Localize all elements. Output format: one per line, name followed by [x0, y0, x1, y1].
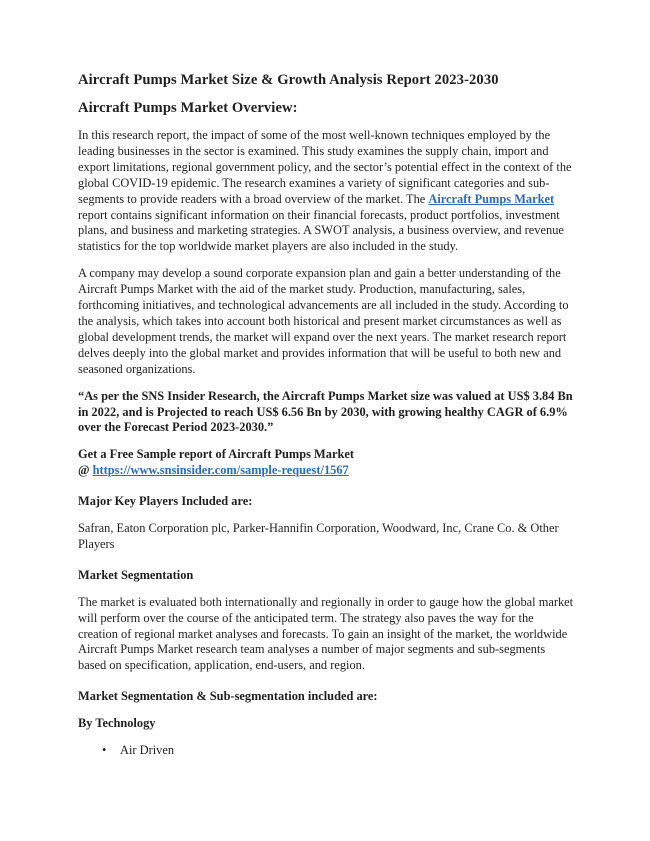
- intro-text-after-link: report contains significant information on their financial forecasts, product portfolios, investment plans, and business and marketing strategies. A SWOT analysis, a business overview, and revenue statistics for the top worldwide market players are also included in the study.: [78, 207, 564, 254]
- list-item-label: Air Driven: [120, 743, 175, 758]
- expansion-paragraph: A company may develop a sound corporate expansion plan and gain a better understanding of the Aircraft Pumps Market with the aid of the market study. Production, manufacturing, sales, forthcoming initiatives, and technological advancements are all included in the study. According to the analysis, which takes into account both historical and present market circumstances as well as global development trends, the market will expand over the next years. The market research report delves deeply into the global market and provides information that will be useful to both new and seasoned organizations.: [78, 266, 569, 376]
- page-title: Aircraft Pumps Market Size & Growth Analysis Report 2023-2030: [78, 72, 499, 88]
- sample-request-link[interactable]: https://www.snsinsider.com/sample-request/1567: [92, 463, 349, 478]
- market-size-quote: “As per the SNS Insider Research, the Aircraft Pumps Market size was valued at US$ 3.84 Bn in 2022, and is Projected to reach US$ 6.56 Bn by 2030, with growing healthy CAGR of 6.9% over the Forecast Period 2023-2030.”: [78, 388, 573, 435]
- sample-request-paragraph: [78, 447, 574, 479]
- list-item: [78, 743, 574, 759]
- overview-heading: Aircraft Pumps Market Overview:: [78, 100, 298, 116]
- at-symbol: @: [78, 463, 93, 478]
- by-technology-heading: By Technology: [78, 716, 156, 731]
- intro-paragraph: [78, 128, 574, 255]
- intro-text-before-link: In this research report, the impact of some of the most well-known techniques employed by the leading businesses in the sector is examined. This study examines the supply chain, import and export limitations, regional government policy, and the sector’s potential effect in the context of the global COVID-19 epidemic. The research examines a variety of significant categories and sub-segments to provide readers with a broad overview of the market. The: [78, 128, 572, 206]
- key-players-heading: Major Key Players Included are:: [78, 494, 253, 509]
- bullet-icon: •: [102, 743, 107, 758]
- segmentation-heading: Market Segmentation: [78, 567, 194, 582]
- technology-bullet-list: [78, 743, 574, 759]
- sample-request-label: Get a Free Sample report of Aircraft Pumps Market: [78, 447, 354, 462]
- segmentation-paragraph: The market is evaluated both internationally and regionally in order to gauge how the global market will perform over the course of the anticipated term. The strategy also paves the way for the creation of regional market analyses and forecasts. To gain an insight of the market, the worldwide Aircraft Pumps Market research team analyses a number of major segments and sub-segments based on specification, application, end-users, and region.: [78, 594, 574, 673]
- key-players-list: Safran, Eaton Corporation plc, Parker-Hannifin Corporation, Woodward, Inc, Crane Co. & Other Players: [78, 521, 559, 551]
- sub-segmentation-heading: Market Segmentation & Sub-segmentation included are:: [78, 689, 378, 704]
- aircraft-pumps-market-link[interactable]: Aircraft Pumps Market: [428, 191, 555, 206]
